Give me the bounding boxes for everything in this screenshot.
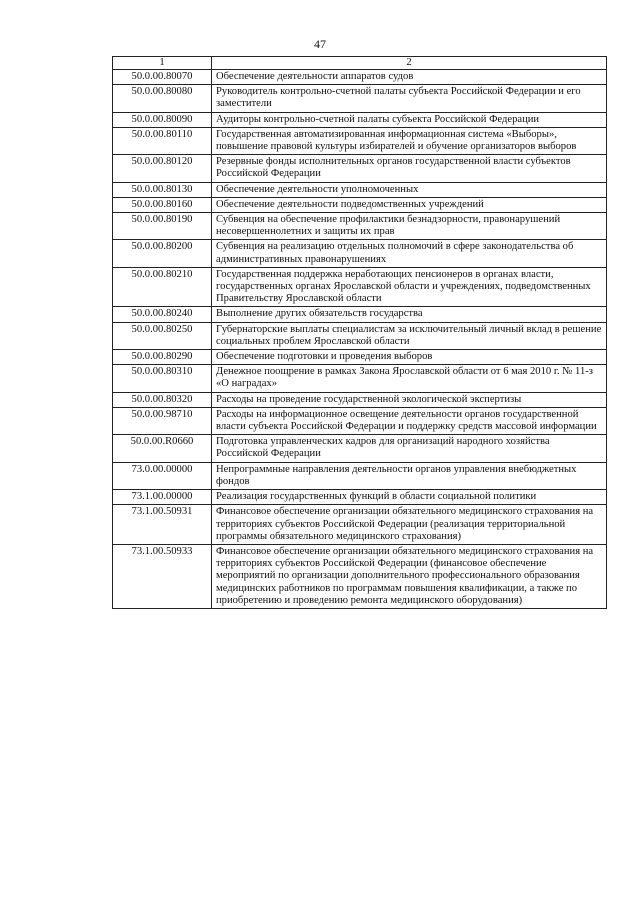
table-row	[113, 544, 607, 608]
classification-code: 50.0.00.80160	[113, 197, 212, 212]
expense-description: Обеспечение деятельности уполномоченных	[212, 182, 607, 197]
expense-description: Аудиторы контрольно-счетной палаты субъекта Российской Федерации	[212, 112, 607, 127]
expense-description: Реализация государственных функций в области социальной политики	[212, 490, 607, 505]
expense-description: Государственная автоматизированная информационная система «Выборы», повышение правовой культуры избирателей и обучение организаторов выборов	[212, 127, 607, 154]
table-row	[113, 307, 607, 322]
classification-code: 50.0.00.80240	[113, 307, 212, 322]
table-row	[113, 240, 607, 267]
expense-description: Расходы на проведение государственной экологической экспертизы	[212, 392, 607, 407]
classification-code: 73.1.00.50933	[113, 544, 212, 608]
expense-description: Субвенция на обеспечение профилактики безнадзорности, правонарушений несовершеннолетних и защиты их прав	[212, 213, 607, 240]
expense-description: Обеспечение деятельности аппаратов судов	[212, 70, 607, 85]
classification-code: 50.0.00.80320	[113, 392, 212, 407]
classification-code: 73.0.00.00000	[113, 462, 212, 489]
column-header-code: 1	[113, 57, 212, 70]
expense-description: Резервные фонды исполнительных органов государственной власти субъектов Российской Федерации	[212, 155, 607, 182]
table-row	[113, 197, 607, 212]
table-header-row	[113, 57, 607, 70]
table-row	[113, 435, 607, 462]
table-row	[113, 182, 607, 197]
expense-description: Губернаторские выплаты специалистам за исключительный личный вклад в решение социальных проблем Ярославской области	[212, 322, 607, 349]
expense-description: Государственная поддержка неработающих пенсионеров в органах власти, государственных органах Ярославской области и учреждениях, подведомственных Правительству Ярославской области	[212, 267, 607, 307]
expense-description: Подготовка управленческих кадров для организаций народного хозяйства Российской Федерации	[212, 435, 607, 462]
table-row	[113, 322, 607, 349]
table-row	[113, 155, 607, 182]
expense-description: Обеспечение подготовки и проведения выборов	[212, 350, 607, 365]
classification-code: 50.0.00.80200	[113, 240, 212, 267]
classification-code: 50.0.00.80110	[113, 127, 212, 154]
expense-description: Руководитель контрольно-счетной палаты субъекта Российской Федерации и его заместители	[212, 85, 607, 112]
expense-description: Финансовое обеспечение организации обязательного медицинского страхования на территориях субъектов Российской Федерации (реализация территориальной программы обязательного медицинского страхования)	[212, 505, 607, 545]
classification-code: 50.0.00.80070	[113, 70, 212, 85]
table-row	[113, 85, 607, 112]
table-row	[113, 127, 607, 154]
table-row	[113, 267, 607, 307]
table-row	[113, 213, 607, 240]
table-row	[113, 112, 607, 127]
classification-code: 50.0.00.80120	[113, 155, 212, 182]
expense-description: Непрограммные направления деятельности органов управления внебюджетных фондов	[212, 462, 607, 489]
table-row	[113, 462, 607, 489]
classification-code: 50.0.00.80310	[113, 365, 212, 392]
classification-code: 73.1.00.00000	[113, 490, 212, 505]
classification-code: 50.0.00.80210	[113, 267, 212, 307]
classification-code: 50.0.00.98710	[113, 407, 212, 434]
classification-code: 50.0.00.80080	[113, 85, 212, 112]
classification-code: 50.0.00.80290	[113, 350, 212, 365]
classification-code: 50.0.00.80090	[113, 112, 212, 127]
table-row	[113, 70, 607, 85]
table-row	[113, 505, 607, 545]
budget-classification-table	[112, 56, 607, 609]
table-row	[113, 407, 607, 434]
expense-description: Финансовое обеспечение организации обязательного медицинского страхования на территориях субъектов Российской Федерации (финансовое обеспечение мероприятий по организации дополнительного профессионального образования медицинских работников по программам повышения квалификации, а также по приобретению и проведению ремонта медицинского оборудования)	[212, 544, 607, 608]
expense-description: Обеспечение деятельности подведомственных учреждений	[212, 197, 607, 212]
classification-code: 50.0.00.80130	[113, 182, 212, 197]
table-row	[113, 490, 607, 505]
classification-code: 50.0.00.80250	[113, 322, 212, 349]
expense-description: Расходы на информационное освещение деятельности органов государственной власти субъекта Российской Федерации и поддержку средств массовой информации	[212, 407, 607, 434]
classification-code: 50.0.00.R0660	[113, 435, 212, 462]
table-row	[113, 392, 607, 407]
table-row	[113, 350, 607, 365]
page-number: 47	[314, 37, 326, 51]
expense-description: Денежное поощрение в рамках Закона Ярославской области от 6 мая 2010 г. № 11-з «О наградах»	[212, 365, 607, 392]
expense-description: Субвенция на реализацию отдельных полномочий в сфере законодательства об административных правонарушениях	[212, 240, 607, 267]
column-header-name: 2	[212, 57, 607, 70]
classification-code: 50.0.00.80190	[113, 213, 212, 240]
classification-code: 73.1.00.50931	[113, 505, 212, 545]
table-row	[113, 365, 607, 392]
expense-description: Выполнение других обязательств государства	[212, 307, 607, 322]
